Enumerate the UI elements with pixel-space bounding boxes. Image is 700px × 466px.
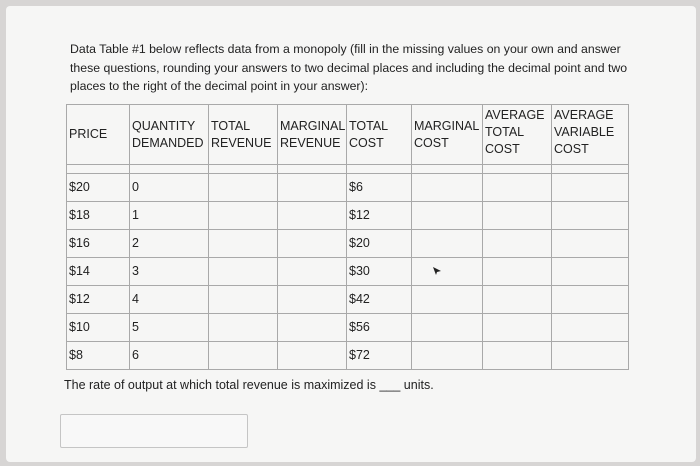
table-spacer-row — [67, 165, 629, 174]
marginal-revenue-cell — [278, 314, 347, 342]
header-quantity-demanded: QUANTITY DEMANDED — [130, 105, 209, 165]
total-revenue-cell — [209, 202, 278, 230]
average-variable-cost-cell — [552, 286, 629, 314]
marginal-cost-cell — [412, 202, 483, 230]
table-row — [67, 230, 629, 258]
total-cost-cell: $72 — [347, 342, 412, 370]
table-row — [67, 314, 629, 342]
header-total-revenue: TOTAL REVENUE — [209, 105, 278, 165]
quantity-cell: 4 — [130, 286, 209, 314]
table-row — [67, 286, 629, 314]
average-variable-cost-cell — [552, 230, 629, 258]
monopoly-data-table — [66, 104, 629, 370]
marginal-revenue-cell — [278, 202, 347, 230]
average-variable-cost-cell — [552, 314, 629, 342]
quantity-cell: 2 — [130, 230, 209, 258]
quantity-cell: 6 — [130, 342, 209, 370]
table-row — [67, 342, 629, 370]
table-header-row — [67, 105, 629, 165]
average-variable-cost-cell — [552, 258, 629, 286]
price-cell: $8 — [67, 342, 130, 370]
marginal-cost-cell — [412, 230, 483, 258]
marginal-cost-cell — [412, 286, 483, 314]
quantity-cell: 0 — [130, 174, 209, 202]
marginal-revenue-cell — [278, 258, 347, 286]
price-cell: $16 — [67, 230, 130, 258]
marginal-revenue-cell — [278, 230, 347, 258]
header-average-variable-cost: AVERAGE VARIABLE COST — [552, 105, 629, 165]
price-cell: $18 — [67, 202, 130, 230]
total-revenue-cell — [209, 286, 278, 314]
question-suffix: units. — [403, 378, 434, 392]
total-revenue-cell — [209, 258, 278, 286]
average-variable-cost-cell — [552, 174, 629, 202]
total-cost-cell: $12 — [347, 202, 412, 230]
total-cost-cell: $56 — [347, 314, 412, 342]
marginal-cost-cell — [412, 342, 483, 370]
table-row — [67, 202, 629, 230]
question-prefix: The rate of output at which total revenue is maximized is — [64, 378, 376, 392]
price-cell: $10 — [67, 314, 130, 342]
marginal-cost-cell — [412, 314, 483, 342]
average-total-cost-cell — [483, 258, 552, 286]
average-total-cost-cell — [483, 174, 552, 202]
quantity-cell: 3 — [130, 258, 209, 286]
marginal-cost-cell — [412, 174, 483, 202]
answer-input[interactable] — [60, 414, 248, 448]
table-row — [67, 258, 629, 286]
quantity-cell: 1 — [130, 202, 209, 230]
total-revenue-cell — [209, 174, 278, 202]
header-total-cost: TOTAL COST — [347, 105, 412, 165]
total-revenue-cell — [209, 342, 278, 370]
header-marginal-revenue: MARGINAL REVENUE — [278, 105, 347, 165]
average-total-cost-cell — [483, 342, 552, 370]
marginal-cost-cell — [412, 258, 483, 286]
table-row — [67, 174, 629, 202]
marginal-revenue-cell — [278, 174, 347, 202]
average-variable-cost-cell — [552, 202, 629, 230]
header-marginal-cost: MARGINAL COST — [412, 105, 483, 165]
mouse-cursor-icon — [432, 266, 442, 276]
price-cell: $12 — [67, 286, 130, 314]
total-cost-cell: $30 — [347, 258, 412, 286]
total-cost-cell: $6 — [347, 174, 412, 202]
total-revenue-cell — [209, 230, 278, 258]
question-sheet — [6, 6, 696, 462]
price-cell: $14 — [67, 258, 130, 286]
question-text — [64, 378, 434, 392]
average-total-cost-cell — [483, 286, 552, 314]
quantity-cell: 5 — [130, 314, 209, 342]
question-blank: ___ — [379, 378, 401, 392]
total-cost-cell: $42 — [347, 286, 412, 314]
average-total-cost-cell — [483, 230, 552, 258]
total-cost-cell: $20 — [347, 230, 412, 258]
header-price: PRICE — [67, 105, 130, 165]
marginal-revenue-cell — [278, 342, 347, 370]
average-variable-cost-cell — [552, 342, 629, 370]
marginal-revenue-cell — [278, 286, 347, 314]
average-total-cost-cell — [483, 314, 552, 342]
header-average-total-cost: AVERAGE TOTAL COST — [483, 105, 552, 165]
instructions-text: Data Table #1 below reflects data from a monopoly (fill in the missing values on your own and answer these questions, rounding your answers to two decimal places and including the decimal point and two places to the right of the decimal point in your answer): — [70, 42, 628, 93]
price-cell: $20 — [67, 174, 130, 202]
total-revenue-cell — [209, 314, 278, 342]
average-total-cost-cell — [483, 202, 552, 230]
